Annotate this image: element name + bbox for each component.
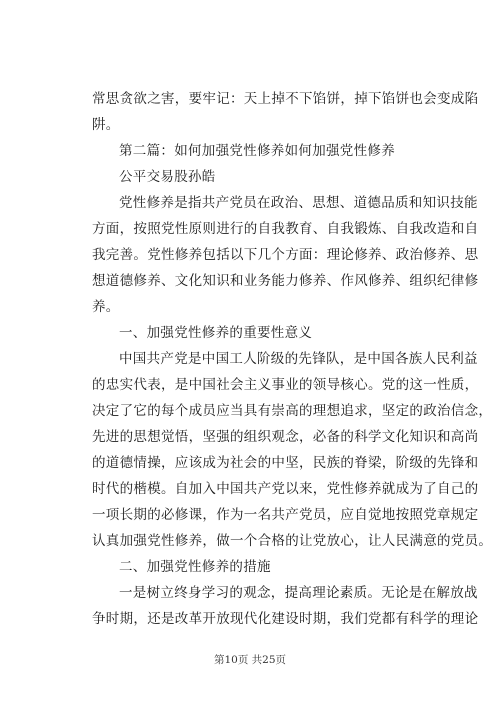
text-line: 阱。 [92,117,120,133]
text-line: 党性修养是指共产党员在政治、思想、道德品质和知识技能 [119,195,478,211]
text-line: 想道德修养、文化知识和业务能力修养、作风修养、组织纪律修 [92,273,479,289]
text-line: 争时期，还是改革开放现代化建设时期，我们党都有科学的理论 [92,611,479,627]
text-line: 我完善。党性修养包括以下几个方面：理论修养、政治修养、思 [92,247,479,263]
text-line: 时代的楷模。自加入中国共产党以来，党性修养就成为了自己的 [92,481,479,497]
text-line: 常思贪欲之害，要牢记：天上掉不下馅饼，掉下馅饼也会变成陷 [92,91,479,107]
author-line: 公平交易股孙皓 [119,169,216,185]
chapter-heading: 第二篇：如何加强党性修养如何加强党性修养 [119,143,395,159]
text-line: 的忠实代表，是中国社会主义事业的领导核心。党的这一性质， [92,377,479,393]
document-body [92,86,493,632]
text-line: 决定了它的每个成员应当具有崇高的理想追求，坚定的政治信念， [92,403,493,419]
text-line: 的道德情操，应该成为社会的中坚，民族的脊梁，阶级的先锋和 [92,455,479,471]
section-heading: 一、加强党性修养的重要性意义 [119,325,313,341]
text-line: 方面，按照党性原则进行的自我教育、自我锻炼、自我改造和自 [92,221,479,237]
text-line: 一是树立终身学习的观念，提高理论素质。无论是在解放战 [119,585,478,601]
text-line: 养。 [92,299,120,315]
section-heading: 二、加强党性修养的措施 [119,559,271,575]
page-number: 第10页 共25页 [213,654,287,666]
text-line: 先进的思想觉悟，坚强的组织观念，必备的科学文化知识和高尚 [92,429,479,445]
text-line: 一项长期的必修课，作为一名共产党员，应自觉地按照党章规定 [92,507,479,523]
text-line: 中国共产党是中国工人阶级的先锋队，是中国各族人民利益 [119,351,478,367]
text-line: 认真加强党性修养，做一个合格的让党放心，让人民满意的党员。 [92,533,493,549]
